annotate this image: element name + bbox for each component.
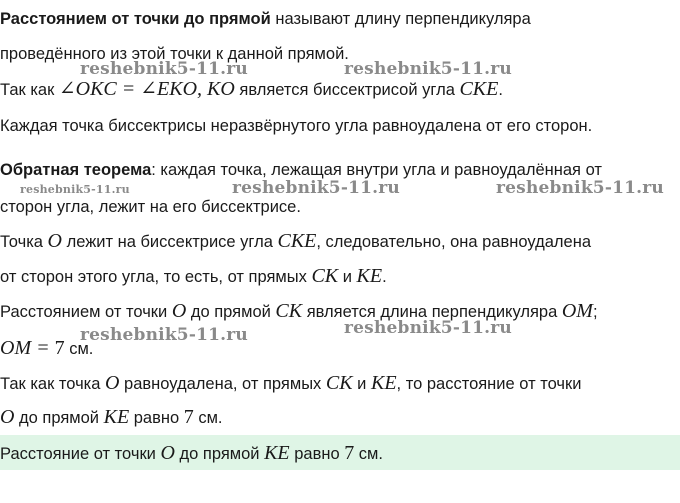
text-segment: Так как точка	[0, 375, 106, 393]
text-segment: Точка	[0, 233, 48, 251]
bisector-theorem: Каждая точка биссектрисы неразвёрнутого угла равноудалена от его сторон.	[0, 117, 593, 135]
math-var: CKE	[277, 230, 317, 252]
text-segment: до прямой	[174, 445, 265, 463]
angle-name-math: CKE	[459, 78, 499, 100]
text-segment: равно	[129, 409, 184, 427]
math-var: KE	[264, 442, 290, 464]
math-var: CK	[311, 265, 339, 287]
point-o-line-1	[0, 230, 591, 253]
converse-theorem-term: Обратная теорема	[0, 161, 152, 179]
watermark: reshebnik5-11.ru	[232, 178, 400, 198]
math-var: O	[47, 230, 62, 252]
point-o-line-2	[0, 265, 387, 288]
text-segment: .	[498, 81, 503, 99]
definition-term: Расстоянием от точки до прямой	[0, 10, 271, 28]
text-segment: до прямой	[186, 303, 276, 321]
math-var: O	[160, 442, 175, 464]
converse-theorem-line-2: сторон угла, лежит на его биссектрисе.	[0, 198, 301, 216]
text-segment: лежит на биссектрисе угла	[62, 233, 278, 251]
math-var: O	[105, 372, 120, 394]
equidistant-line-2	[0, 406, 223, 429]
watermark: reshebnik5-11.ru	[344, 59, 512, 79]
text-segment: равноудалена, от прямых	[119, 375, 326, 393]
watermark: reshebnik5-11.ru	[20, 183, 130, 196]
math-var: KE	[356, 265, 383, 287]
text-segment: ;	[592, 303, 598, 321]
text-segment: является биссектрисой угла	[234, 81, 460, 99]
text-segment: : каждая точка, лежащая внутри угла и равноудалённая от	[151, 161, 602, 179]
math-var: O	[0, 406, 15, 428]
text-segment: является длина перпендикуляра	[302, 303, 562, 321]
math-var: OM	[561, 300, 593, 322]
text-segment: Расстоянием от точки	[0, 303, 172, 321]
definition-line-2: проведённого из этой точки к данной прямой.	[0, 45, 349, 63]
bisector-statement	[0, 78, 503, 101]
om-equation: OM =	[0, 337, 55, 359]
text-segment: Так как	[0, 81, 59, 99]
text-segment: .	[382, 268, 387, 286]
answer-text	[0, 442, 383, 465]
math-number: 7	[183, 406, 194, 428]
text-segment: равно	[289, 445, 345, 463]
watermark: reshebnik5-11.ru	[496, 178, 664, 198]
watermark: reshebnik5-11.ru	[344, 318, 512, 338]
angle-equality-math: ∠OKC = ∠EKO, KO	[58, 78, 235, 100]
text-segment: и	[352, 375, 371, 393]
text-segment: Расстояние от точки	[0, 445, 161, 463]
text-segment: см.	[193, 409, 223, 427]
definition-line-1	[0, 8, 531, 30]
math-var: CK	[275, 300, 303, 322]
watermark: reshebnik5-11.ru	[80, 59, 248, 79]
watermark: reshebnik5-11.ru	[80, 325, 248, 345]
text-segment: , то расстояние от точки	[396, 375, 582, 393]
text-segment: до прямой	[14, 409, 104, 427]
math-number: 7	[344, 442, 355, 464]
equidistant-line-1	[0, 372, 581, 395]
om-value: 7	[54, 337, 65, 359]
om-unit: см.	[64, 340, 94, 358]
math-var: KE	[370, 372, 397, 394]
text-segment: , следовательно, она равноудалена	[316, 233, 592, 251]
text-segment: см.	[354, 445, 383, 463]
math-var: O	[171, 300, 187, 322]
text-segment: и	[338, 268, 357, 286]
text-segment: от сторон этого угла, то есть, от прямых	[0, 268, 312, 286]
math-var: CK	[325, 372, 353, 394]
definition-text: называют длину перпендикуляра	[270, 10, 531, 28]
math-var: KE	[103, 406, 130, 428]
